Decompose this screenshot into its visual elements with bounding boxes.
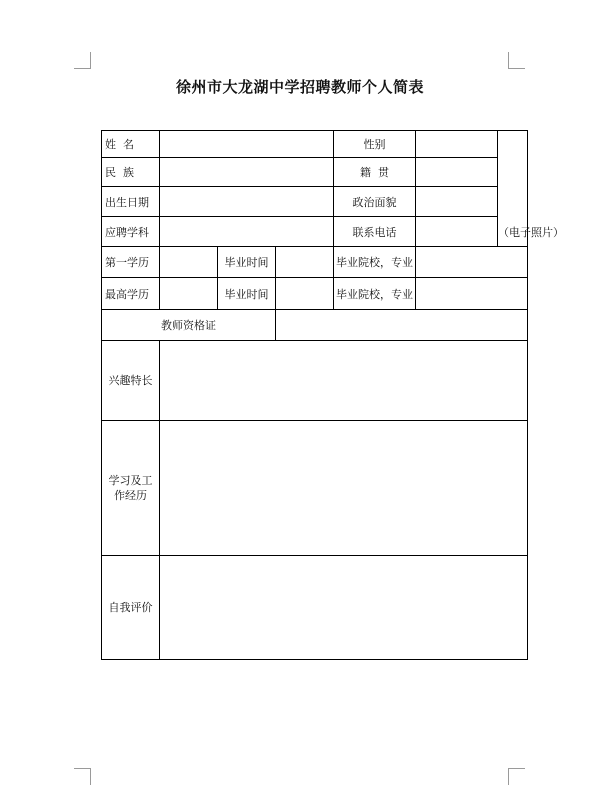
native-place-field[interactable] — [416, 158, 498, 187]
experience-field[interactable] — [160, 421, 528, 556]
interests-label: 兴趣特长 — [102, 341, 160, 421]
highest-school-major-label: 毕业院校，专业 — [334, 278, 416, 310]
highest-degree-label: 最高学历 — [102, 278, 160, 310]
birth-date-field[interactable] — [160, 187, 334, 217]
subject-label: 应聘学科 — [102, 217, 160, 247]
political-status-label: 政治面貌 — [334, 187, 416, 217]
resume-form-table — [101, 130, 565, 660]
native-place-label: 籍 贯 — [334, 158, 416, 187]
highest-grad-time-label: 毕业时间 — [218, 278, 276, 310]
photo-placeholder[interactable]: （电子照片） — [498, 131, 528, 247]
page-corner-mark-bottom-left — [74, 768, 91, 785]
name-field[interactable] — [160, 131, 334, 158]
self-eval-field[interactable] — [160, 556, 528, 660]
first-school-major-field[interactable] — [416, 247, 528, 278]
self-eval-label: 自我评价 — [102, 556, 160, 660]
interests-field[interactable] — [160, 341, 528, 421]
teacher-cert-field[interactable] — [276, 310, 528, 341]
name-label: 姓 名 — [102, 131, 160, 158]
political-status-field[interactable] — [416, 187, 498, 217]
first-degree-field[interactable] — [160, 247, 218, 278]
page-corner-mark-top-left — [74, 52, 91, 69]
highest-school-major-field[interactable] — [416, 278, 528, 310]
page-corner-mark-top-right — [508, 52, 525, 69]
first-grad-time-field[interactable] — [276, 247, 334, 278]
subject-field[interactable] — [160, 217, 334, 247]
first-degree-label: 第一学历 — [102, 247, 160, 278]
phone-field[interactable] — [416, 217, 498, 247]
document-title: 徐州市大龙湖中学招聘教师个人简表 — [175, 78, 424, 96]
highest-degree-field[interactable] — [160, 278, 218, 310]
teacher-cert-label: 教师资格证 — [102, 310, 276, 341]
ethnicity-label: 民 族 — [102, 158, 160, 187]
gender-label: 性别 — [334, 131, 416, 158]
ethnicity-field[interactable] — [160, 158, 334, 187]
highest-grad-time-field[interactable] — [276, 278, 334, 310]
experience-label: 学习及工作经历 — [102, 421, 160, 556]
birth-date-label: 出生日期 — [102, 187, 160, 217]
page-corner-mark-bottom-right — [508, 768, 525, 785]
phone-label: 联系电话 — [334, 217, 416, 247]
gender-field[interactable] — [416, 131, 498, 158]
first-grad-time-label: 毕业时间 — [218, 247, 276, 278]
first-school-major-label: 毕业院校，专业 — [334, 247, 416, 278]
